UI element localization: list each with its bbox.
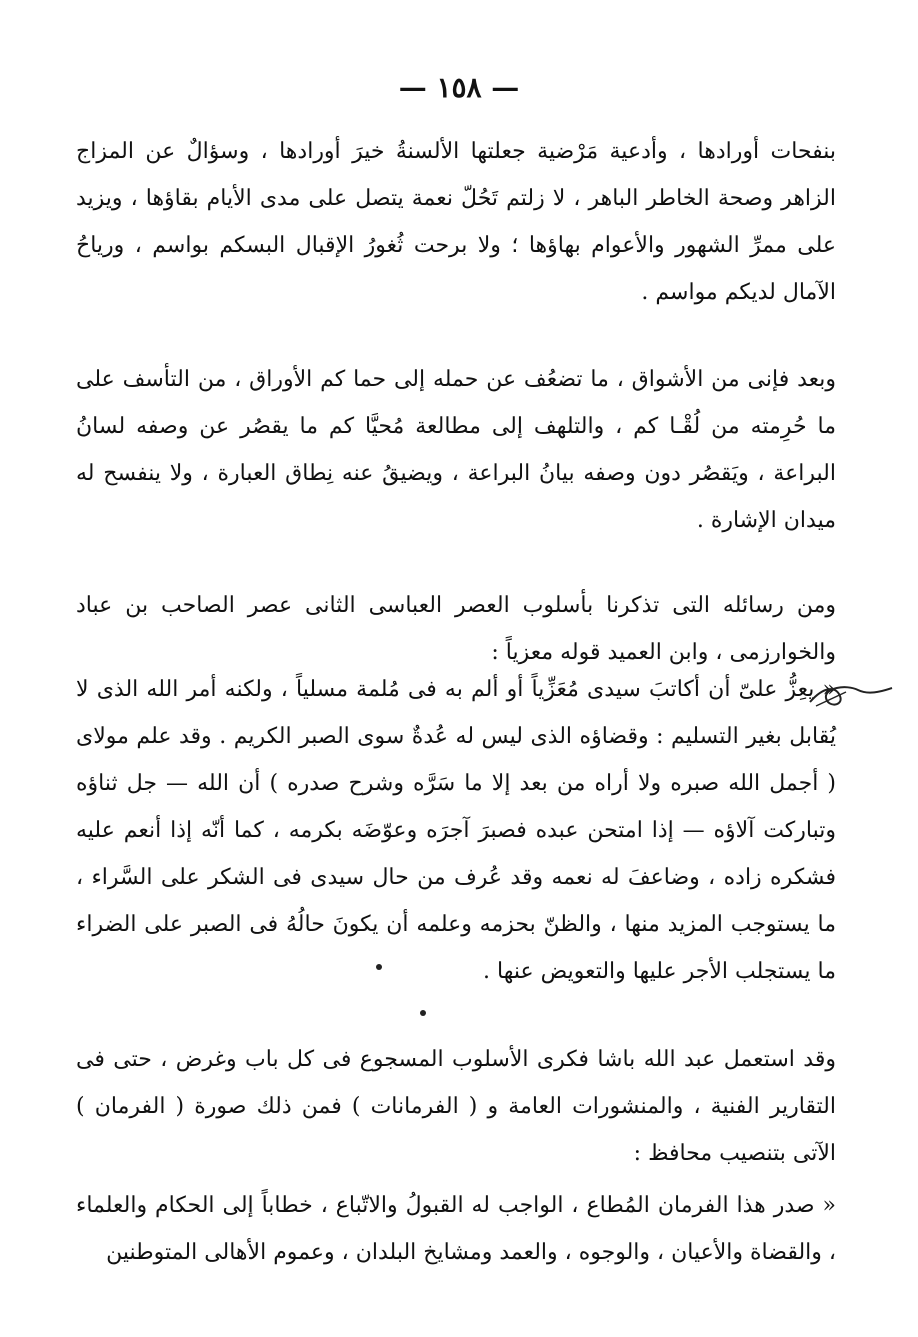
paragraph-condolence-letter: « يعِزُّ علىّ أن أكاتبَ سيدى مُعَزِّياً أو ألم به فى مُلمة مسلياً ، ولكنه أمر الله الذى لا يُقابل بغير التسليم : وقضاؤه الذى ليس له عُدةٌ سوى الصبر الكريم . وقد علم مولاى ( أجمل الله صبره ولا أراه من بعد إلا ما سَرَّه وشرح صدره ) أن الله — جل ثناؤه وتباركت آلاؤه — إذا امتحن عبده فصبرَ آجرَه وعوّضَه بكرمه ، كما أنّه إذا أنعم عليه فشكره زاده ، وضاعفَ له نعمه وقد عُرف من حال سيدى فى الشكر على السَّراء ، ما يستوجب المزيد منها ، والظنّ بحزمه وعلمه أن يكونَ حالُهُ فى الصبر على الضراء ما يستجلب الأجر عليها والتعويض عنها . <box>76 677 836 984</box>
handwritten-margin-mark <box>806 676 896 716</box>
paragraph-saj-style: وقد استعمل عبد الله باشا فكرى الأسلوب المسجوع فى كل باب وغرض ، حتى فى التقارير الفنية ، والمنشورات العامة و ( الفرمانات ) فمن ذلك صورة ( الفرمان ) الآتى بتنصيب محافظ : <box>76 1047 836 1166</box>
page-number: — ١٥٨ — <box>398 71 520 104</box>
paragraph-intro-condolence: ومن رسائله التى تذكرنا بأسلوب العصر العباسى الثانى عصر الصاحب بن عباد والخوارزمى ، وابن العميد قوله معزياً : <box>76 593 836 665</box>
paragraph-firman: « صدر هذا الفرمان المُطاع ، الواجب له القبولُ والاتّباع ، خطاباً إلى الحكام والعلماء ، والقضاة والأعيان ، والوجوه ، والعمد ومشايخ البلدان ، وعموم الأهالى المتوطنين <box>76 1193 836 1265</box>
ink-speck <box>376 964 382 970</box>
ink-speck <box>420 1010 426 1016</box>
paragraph-greeting: بنفحات أورادها ، وأدعية مَرْضية جعلتها الألسنةُ خيرَ أورادها ، وسؤالٌ عن المزاج الزاهر وصحة الخاطر الباهر ، لا زلتم تَحُلّ نعمة يتصل على مدى الأيام بقاؤها ، ويزيد على ممرِّ الشهور والأعوام بهاؤها ؛ ولا برحت ثُغورُ الإقبال البسكم بواسم ، ورياحُ الآمال لديكم مواسم . <box>76 139 836 305</box>
paragraph-longing: وبعد فإنى من الأشواق ، ما تضعُف عن حمله إلى حما كم الأوراق ، من التأسف على ما حُرِمته من لُقْـا كم ، والتلهف إلى مطالعة مُحيَّا كم ما يقصُر عن وصفه لسانُ البراعة ، ويَقصُر دون وصفه بيانُ البراعة ، ويضيقُ عنه نِطاق العبارة ، ولا ينفسح له ميدان الإشارة . <box>76 367 836 533</box>
